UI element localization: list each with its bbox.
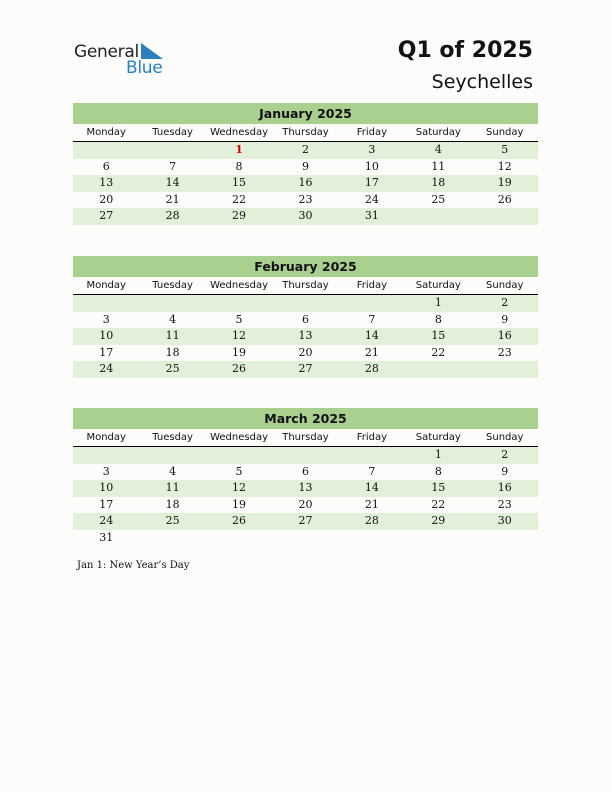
- day-cell: 12: [232, 481, 247, 494]
- day-cell: 23: [298, 192, 313, 206]
- day-cell: 22: [232, 192, 247, 206]
- day-cell: 29: [232, 209, 247, 222]
- day-cell: 24: [364, 192, 379, 206]
- day-cell: 9: [301, 159, 309, 173]
- weekday-label: Friday: [356, 432, 388, 443]
- day-cell: 1: [235, 143, 243, 156]
- weekday-label: Wednesday: [210, 127, 268, 138]
- weekday-label: Tuesday: [152, 432, 193, 443]
- day-cell: 2: [301, 143, 309, 156]
- day-cell: 2: [501, 448, 509, 461]
- day-cell: 10: [99, 329, 114, 342]
- day-cell: [272, 447, 338, 464]
- weekday-label: Thursday: [282, 127, 329, 138]
- week-row: [73, 142, 538, 159]
- week-row: [73, 175, 538, 192]
- day-cell: [339, 295, 405, 312]
- weekday-row: [73, 124, 538, 142]
- day-cell: 10: [364, 159, 379, 173]
- month-february: [73, 256, 538, 378]
- day-cell: 11: [431, 159, 446, 173]
- day-cell: 25: [165, 362, 180, 375]
- page-subtitle: Seychelles: [431, 71, 533, 93]
- logo-triangle-icon: [141, 43, 163, 59]
- day-cell: 7: [368, 312, 376, 326]
- day-cell: 21: [364, 497, 379, 511]
- logo-blue-text: Blue: [126, 58, 163, 78]
- day-cell: 26: [497, 192, 512, 206]
- week-row: [73, 192, 538, 209]
- day-cell: 22: [431, 497, 446, 511]
- day-cell: [73, 295, 139, 312]
- day-cell: 1: [434, 448, 442, 461]
- day-cell: 3: [102, 312, 110, 326]
- day-cell: 25: [431, 192, 446, 206]
- week-row: [73, 328, 538, 345]
- week-row: [73, 208, 538, 225]
- weekday-label: Saturday: [415, 432, 461, 443]
- day-cell: 9: [501, 312, 509, 326]
- day-cell: [139, 295, 205, 312]
- day-cell: 11: [165, 481, 180, 494]
- day-cell: 15: [431, 481, 446, 494]
- day-cell: 30: [497, 514, 512, 527]
- week-row: [73, 159, 538, 176]
- day-cell: 5: [235, 312, 243, 326]
- day-cell: 27: [99, 209, 114, 222]
- weekday-label: Wednesday: [210, 280, 268, 291]
- day-cell: 21: [165, 192, 180, 206]
- day-cell: [339, 530, 405, 547]
- month-header: January 2025: [73, 103, 538, 124]
- weekday-label: Monday: [86, 280, 126, 291]
- day-cell: 1: [434, 296, 442, 309]
- page-title: Q1 of 2025: [397, 38, 533, 63]
- day-cell: 13: [298, 329, 313, 342]
- day-cell: 4: [169, 464, 177, 478]
- month-march: [73, 408, 538, 546]
- weekday-label: Wednesday: [210, 432, 268, 443]
- day-cell: 17: [99, 497, 114, 511]
- day-cell: 7: [368, 464, 376, 478]
- day-cell: 27: [298, 362, 313, 375]
- week-row: [73, 345, 538, 362]
- day-cell: 8: [434, 464, 442, 478]
- day-cell: 12: [497, 159, 512, 173]
- day-cell: 14: [364, 481, 379, 494]
- week-row: [73, 513, 538, 530]
- day-cell: 5: [235, 464, 243, 478]
- day-cell: 26: [232, 362, 247, 375]
- day-cell: 23: [497, 345, 512, 359]
- week-row: [73, 295, 538, 312]
- day-cell: 8: [434, 312, 442, 326]
- day-cell: 3: [102, 464, 110, 478]
- day-cell: [139, 142, 205, 159]
- day-cell: 16: [497, 481, 512, 494]
- day-cell: [206, 447, 272, 464]
- day-cell: 15: [431, 329, 446, 342]
- day-cell: [73, 142, 139, 159]
- day-cell: 28: [364, 362, 379, 375]
- day-cell: 15: [232, 176, 247, 189]
- day-cell: 27: [298, 514, 313, 527]
- day-cell: 21: [364, 345, 379, 359]
- day-cell: 30: [298, 209, 313, 222]
- day-cell: 6: [301, 464, 309, 478]
- week-row: [73, 361, 538, 378]
- week-row: [73, 464, 538, 481]
- day-cell: 28: [165, 209, 180, 222]
- weekday-label: Friday: [356, 280, 388, 291]
- day-cell: [139, 530, 205, 547]
- day-cell: 12: [232, 329, 247, 342]
- day-cell: [73, 447, 139, 464]
- day-cell: 17: [364, 176, 379, 189]
- day-cell: [472, 361, 538, 378]
- day-cell: 7: [169, 159, 177, 173]
- day-cell: 25: [165, 514, 180, 527]
- day-cell: 2: [501, 296, 509, 309]
- day-cell: [272, 295, 338, 312]
- weekday-label: Thursday: [282, 432, 329, 443]
- holiday-note: Jan 1: New Year’s Day: [77, 560, 190, 571]
- weekday-label: Friday: [356, 127, 388, 138]
- day-cell: 24: [99, 362, 114, 375]
- day-cell: [405, 361, 471, 378]
- day-cell: 31: [364, 209, 379, 222]
- day-cell: 17: [99, 345, 114, 359]
- day-cell: 29: [431, 514, 446, 527]
- logo: [74, 42, 174, 82]
- day-cell: 6: [102, 159, 110, 173]
- day-cell: 16: [497, 329, 512, 342]
- day-cell: 26: [232, 514, 247, 527]
- day-cell: 3: [368, 143, 376, 156]
- day-cell: 19: [232, 345, 247, 359]
- day-cell: 18: [165, 497, 180, 511]
- weekday-label: Saturday: [415, 127, 461, 138]
- day-cell: [206, 295, 272, 312]
- day-cell: 8: [235, 159, 243, 173]
- weekday-label: Saturday: [415, 280, 461, 291]
- week-row: [73, 447, 538, 464]
- day-cell: 11: [165, 329, 180, 342]
- week-row: [73, 480, 538, 497]
- day-cell: 10: [99, 481, 114, 494]
- day-cell: 19: [232, 497, 247, 511]
- month-january: [73, 103, 538, 225]
- logo-general-text: General: [74, 42, 139, 62]
- day-cell: 9: [501, 464, 509, 478]
- day-cell: [405, 530, 471, 547]
- weekday-label: Sunday: [486, 280, 524, 291]
- day-cell: 22: [431, 345, 446, 359]
- day-cell: 5: [501, 143, 509, 156]
- day-cell: 4: [169, 312, 177, 326]
- week-row: [73, 530, 538, 547]
- day-cell: 19: [497, 176, 512, 189]
- weekday-label: Thursday: [282, 280, 329, 291]
- day-cell: 16: [298, 176, 313, 189]
- day-cell: [272, 530, 338, 547]
- day-cell: [472, 530, 538, 547]
- day-cell: 18: [431, 176, 446, 189]
- week-row: [73, 312, 538, 329]
- day-cell: 20: [298, 497, 313, 511]
- weekday-row: [73, 277, 538, 295]
- day-cell: 4: [434, 143, 442, 156]
- weekday-label: Sunday: [486, 127, 524, 138]
- day-cell: [472, 208, 538, 225]
- day-cell: [339, 447, 405, 464]
- day-cell: 31: [99, 530, 114, 544]
- weekday-label: Tuesday: [152, 127, 193, 138]
- month-header: March 2025: [73, 408, 538, 429]
- weekday-label: Monday: [86, 127, 126, 138]
- weekday-row: [73, 429, 538, 447]
- day-cell: 18: [165, 345, 180, 359]
- day-cell: [405, 208, 471, 225]
- day-cell: 24: [99, 514, 114, 527]
- day-cell: 6: [301, 312, 309, 326]
- weekday-label: Monday: [86, 432, 126, 443]
- day-cell: 14: [165, 176, 180, 189]
- week-row: [73, 497, 538, 514]
- day-cell: [139, 447, 205, 464]
- weekday-label: Tuesday: [152, 280, 193, 291]
- day-cell: 28: [364, 514, 379, 527]
- day-cell: 23: [497, 497, 512, 511]
- day-cell: 20: [298, 345, 313, 359]
- day-cell: 13: [298, 481, 313, 494]
- month-header: February 2025: [73, 256, 538, 277]
- day-cell: 14: [364, 329, 379, 342]
- day-cell: [206, 530, 272, 547]
- weekday-label: Sunday: [486, 432, 524, 443]
- day-cell: 20: [99, 192, 114, 206]
- day-cell: 13: [99, 176, 114, 189]
